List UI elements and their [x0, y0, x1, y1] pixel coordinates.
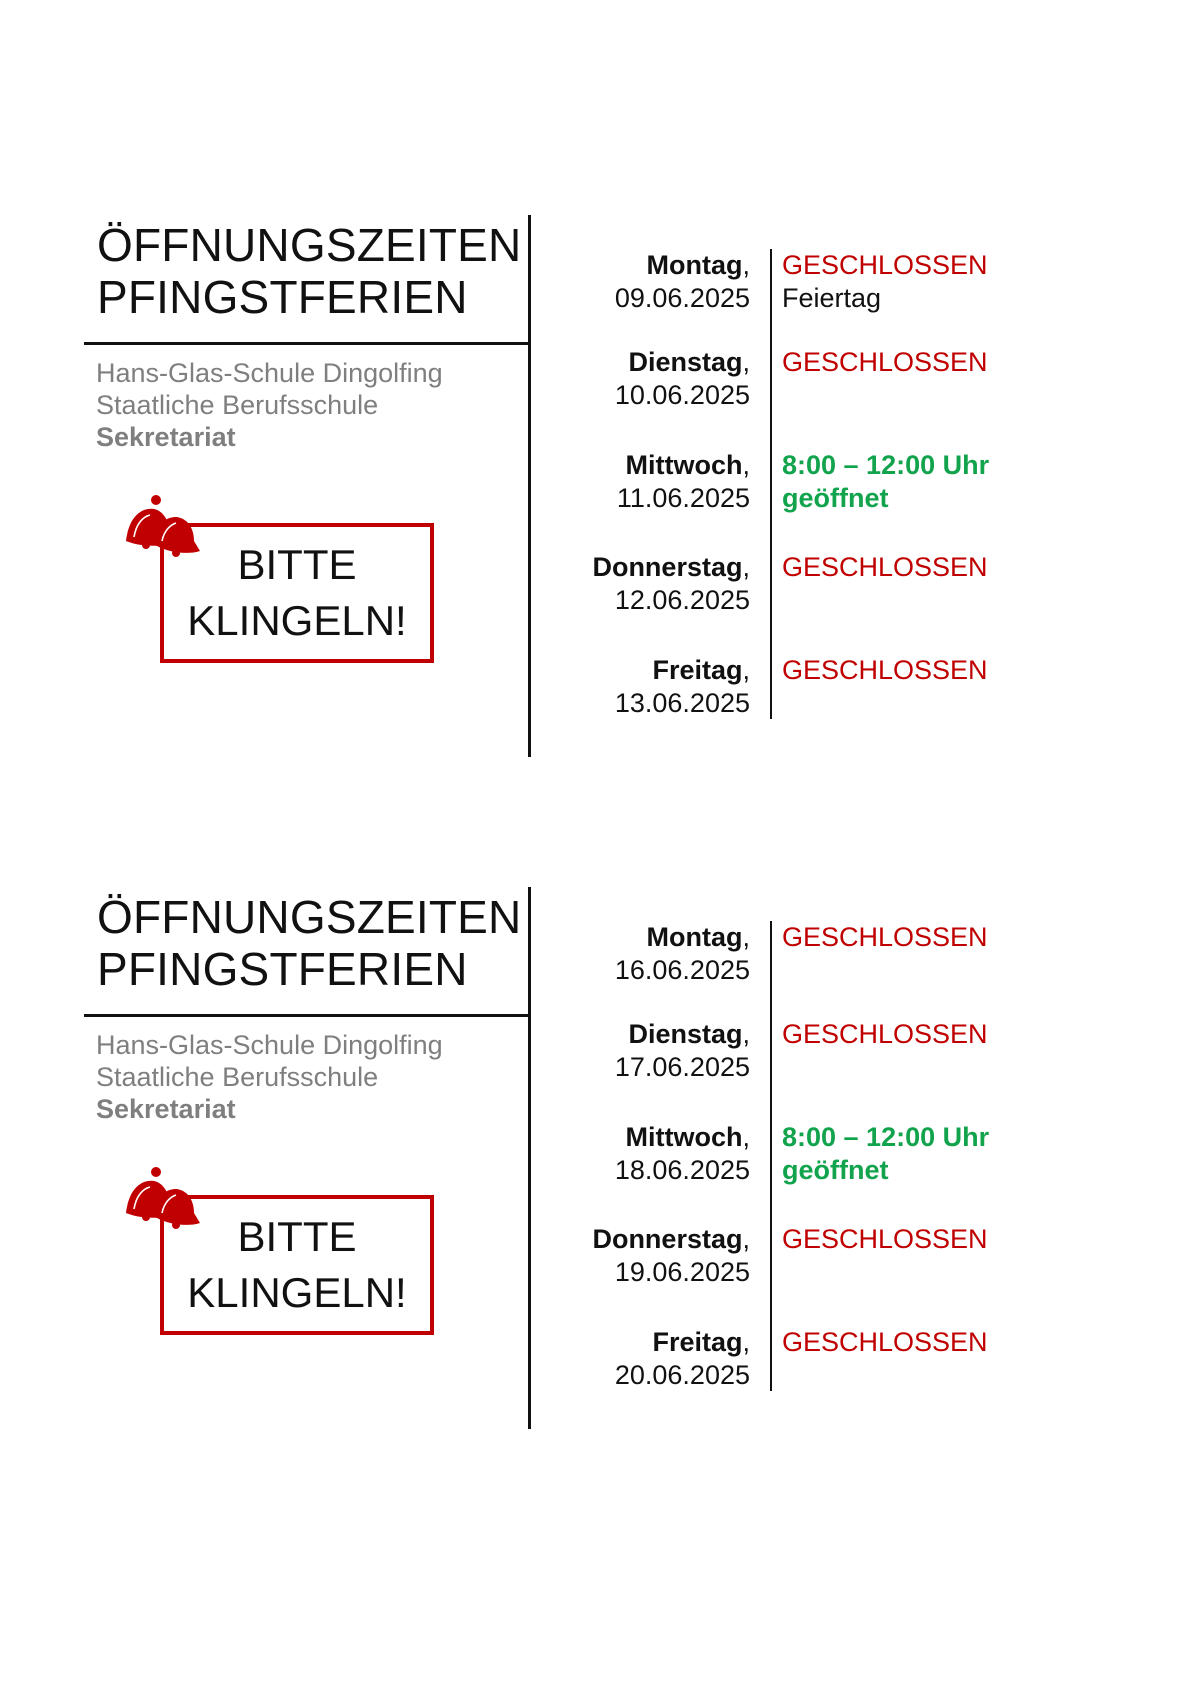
date-label: 20.06.2025	[614, 1360, 750, 1390]
opening-hours-notice-2	[0, 887, 1190, 1447]
status-label: GESCHLOSSEN	[782, 250, 988, 280]
organization-info	[96, 357, 443, 453]
date-label: 10.06.2025	[614, 380, 750, 410]
day-row-friday	[540, 1326, 1180, 1396]
day-row-wednesday	[540, 1121, 1180, 1191]
christmas-bells-icon	[118, 493, 208, 561]
day-row-friday	[540, 654, 1180, 724]
day-date: Dienstag, 10.06.2025	[614, 347, 750, 410]
ring-bell-sign	[118, 493, 458, 673]
opening-hours-notice-1	[0, 215, 1190, 775]
ring-bell-sign	[118, 1165, 458, 1345]
status-label: GESCHLOSSEN	[782, 347, 988, 377]
ring-text-line-1: BITTE	[237, 541, 357, 588]
status-label: 8:00 – 12:00 Uhr	[782, 1122, 990, 1152]
notice-title	[97, 219, 521, 323]
weekday-label: Dienstag	[628, 347, 743, 377]
day-date: Mittwoch, 18.06.2025	[614, 1122, 750, 1185]
day-status	[782, 1121, 989, 1187]
day-row-thursday	[540, 1223, 1180, 1293]
date-label: 18.06.2025	[614, 1155, 750, 1185]
weekday-label: Mittwoch	[625, 450, 743, 480]
christmas-bells-icon	[118, 1165, 208, 1233]
ring-text-line-1: BITTE	[237, 1213, 357, 1260]
title-line-1: ÖFFNUNGSZEITEN	[97, 891, 522, 943]
org-school-name: Hans-Glas-Schule Dingolfing	[96, 358, 443, 388]
date-label: 13.06.2025	[614, 688, 750, 718]
status-label: GESCHLOSSEN	[782, 922, 988, 952]
ring-text-line-2: KLINGELN!	[187, 1269, 407, 1316]
date-label: 11.06.2025	[616, 483, 750, 513]
day-date: Montag, 09.06.2025	[614, 250, 750, 313]
organization-info	[96, 1029, 443, 1125]
day-status	[782, 1223, 988, 1256]
weekday-label: Freitag	[652, 1327, 743, 1357]
date-label: 09.06.2025	[614, 283, 750, 313]
day-status	[782, 346, 988, 379]
weekday-label: Dienstag	[628, 1019, 743, 1049]
day-date: Freitag, 13.06.2025	[614, 655, 750, 718]
day-row-thursday	[540, 551, 1180, 621]
org-school-name: Hans-Glas-Schule Dingolfing	[96, 1030, 443, 1060]
weekday-label: Mittwoch	[625, 1122, 743, 1152]
day-status	[782, 921, 988, 954]
date-label: 19.06.2025	[614, 1257, 750, 1287]
status-note: geöffnet	[782, 1155, 889, 1185]
column-divider	[528, 887, 531, 1429]
status-label: GESCHLOSSEN	[782, 1224, 988, 1254]
day-status	[782, 249, 988, 315]
date-label: 17.06.2025	[614, 1052, 750, 1082]
day-row-monday	[540, 921, 1180, 991]
day-status	[782, 551, 988, 584]
title-line-2: PFINGSTFERIEN	[97, 271, 468, 323]
status-label: GESCHLOSSEN	[782, 1327, 988, 1357]
day-row-monday	[540, 249, 1180, 319]
title-line-1: ÖFFNUNGSZEITEN	[97, 219, 522, 271]
weekday-label: Montag	[646, 250, 743, 280]
status-label: GESCHLOSSEN	[782, 1019, 988, 1049]
status-label: 8:00 – 12:00 Uhr	[782, 450, 990, 480]
status-label: GESCHLOSSEN	[782, 655, 988, 685]
status-label: GESCHLOSSEN	[782, 552, 988, 582]
org-department: Sekretariat	[96, 422, 236, 452]
date-label: 16.06.2025	[614, 955, 750, 985]
day-status	[782, 449, 989, 515]
day-date: Freitag, 20.06.2025	[614, 1327, 750, 1390]
day-status	[782, 1326, 988, 1359]
day-date: Montag, 16.06.2025	[614, 922, 750, 985]
weekday-label: Freitag	[652, 655, 743, 685]
day-row-tuesday	[540, 1018, 1180, 1088]
status-note: Feiertag	[782, 283, 882, 313]
day-date: Dienstag, 17.06.2025	[614, 1019, 750, 1082]
weekday-label: Donnerstag	[592, 1224, 743, 1254]
org-school-type: Staatliche Berufsschule	[96, 1062, 379, 1092]
ring-text-line-2: KLINGELN!	[187, 597, 407, 644]
column-divider	[528, 215, 531, 757]
title-line-2: PFINGSTFERIEN	[97, 943, 468, 995]
day-date: Donnerstag, 19.06.2025	[592, 1224, 750, 1287]
org-department: Sekretariat	[96, 1094, 236, 1124]
date-label: 12.06.2025	[614, 585, 750, 615]
status-note: geöffnet	[782, 483, 889, 513]
day-row-wednesday	[540, 449, 1180, 519]
day-status	[782, 1018, 988, 1051]
title-divider	[84, 1014, 530, 1017]
day-row-tuesday	[540, 346, 1180, 416]
day-status	[782, 654, 988, 687]
weekday-label: Montag	[646, 922, 743, 952]
notice-title	[97, 891, 521, 995]
day-date: Mittwoch, 11.06.2025	[616, 450, 750, 513]
org-school-type: Staatliche Berufsschule	[96, 390, 379, 420]
title-divider	[84, 342, 530, 345]
day-date: Donnerstag, 12.06.2025	[592, 552, 750, 615]
weekday-label: Donnerstag	[592, 552, 743, 582]
